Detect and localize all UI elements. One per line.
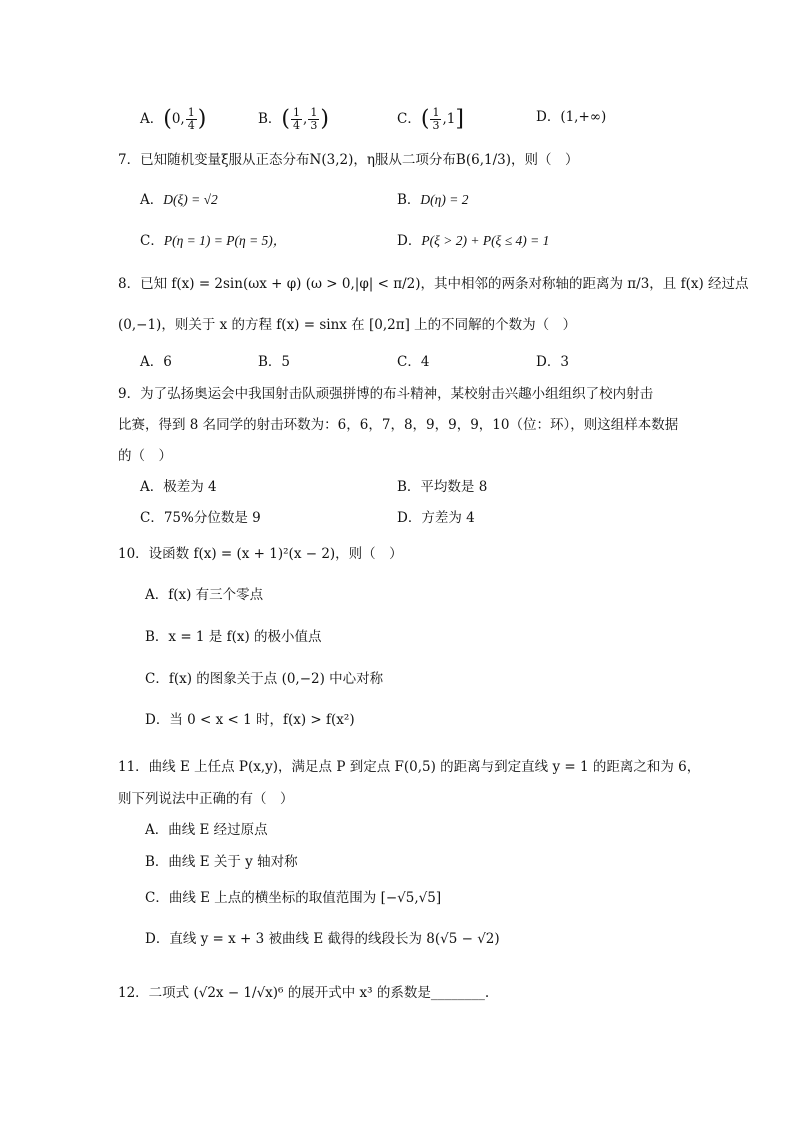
q11-option-b: B．曲线 E 关于 y 轴对称 bbox=[145, 854, 298, 870]
q8-option-c: C．4 bbox=[397, 354, 430, 370]
q11-stem-line1: 11．曲线 E 上任点 P(x,y)，满足点 P 到定点 F(0,5) 的距离与到定直线 y = 1 的距离之和为 6， bbox=[118, 759, 701, 775]
q11-option-c: C．曲线 E 上点的横坐标的取值范围为 [−√5,√5] bbox=[145, 890, 442, 906]
q8-stem-line2: (0,−1)，则关于 x 的方程 f(x) = sinx 在 [0,2π] 上的不同解的个数为（ ） bbox=[118, 317, 577, 333]
q10-option-d: D．当 0 < x < 1 时，f(x) > f(x²) bbox=[145, 712, 355, 728]
q6-option-d: D．(1,+∞) bbox=[536, 109, 607, 125]
q9-stem-line1: 9．为了弘扬奥运会中我国射击队顽强拼博的布斗精神，某校射击兴趣小组组织了校内射击 bbox=[118, 386, 654, 402]
q7-option-c: C．P(η = 1) = P(η = 5)， bbox=[140, 233, 287, 249]
q6-option-a: A．(0, $\frac{1}{4}$ ) bbox=[140, 106, 207, 132]
q9-option-d: D．方差为 4 bbox=[397, 510, 475, 526]
q11-option-d: D．直线 y = x + 3 被曲线 E 截得的线段长为 8(√5 − √2) bbox=[145, 931, 500, 947]
q8-stem-line1: 8．已知 f(x) = 2sin(ωx + φ) (ω > 0,|φ| < π/2)，其中相邻的两条对称轴的距离为 π/3，且 f(x) 经过点 bbox=[118, 276, 749, 292]
q9-option-a: A．极差为 4 bbox=[140, 479, 217, 495]
q7-option-d: D．P(ξ > 2) + P(ξ ≤ 4) = 1 bbox=[397, 233, 550, 249]
q10-stem: 10．设函数 f(x) = (x + 1)²(x − 2)，则（ ） bbox=[118, 546, 403, 562]
q9-option-b: B．平均数是 8 bbox=[397, 479, 488, 495]
q7-option-b: B．D(η) = 2 bbox=[397, 192, 469, 208]
q8-option-a: A．6 bbox=[140, 354, 172, 370]
q10-option-b: B．x = 1 是 f(x) 的极小值点 bbox=[145, 629, 322, 645]
q10-option-a: A．f(x) 有三个零点 bbox=[145, 587, 264, 603]
q6-option-b: B．( $\frac{1}{4}$ , $\frac{1}{3}$ ) bbox=[258, 106, 329, 132]
q12-stem: 12．二项式 (√2x − 1/√x)⁶ 的展开式中 x³ 的系数是________. bbox=[118, 985, 490, 1001]
q11-stem-line2: 则下列说法中正确的有（ ） bbox=[118, 791, 294, 807]
q10-option-c: C．f(x) 的图象关于点 (0,−2) 中心对称 bbox=[145, 671, 384, 687]
q11-option-a: A．曲线 E 经过原点 bbox=[145, 822, 268, 838]
q7-stem: 7．已知随机变量ξ服从正态分布N(3,2)，η服从二项分布B(6,1/3)，则（ ） bbox=[118, 152, 579, 168]
q7-option-a: A．D(ξ) = √2 bbox=[140, 192, 218, 208]
q6-option-c: C．( $\frac{1}{3}$ ,1] bbox=[397, 106, 464, 132]
q9-stem-line2: 比赛，得到 8 名同学的射击环数为：6，6，7，8，9，9，9，10（位：环），则这组样本数据 bbox=[118, 417, 679, 433]
q9-stem-line3: 的（ ） bbox=[118, 448, 172, 464]
q8-option-b: B．5 bbox=[258, 354, 291, 370]
q8-option-d: D．3 bbox=[536, 354, 569, 370]
q9-option-c: C．75%分位数是 9 bbox=[140, 510, 261, 526]
